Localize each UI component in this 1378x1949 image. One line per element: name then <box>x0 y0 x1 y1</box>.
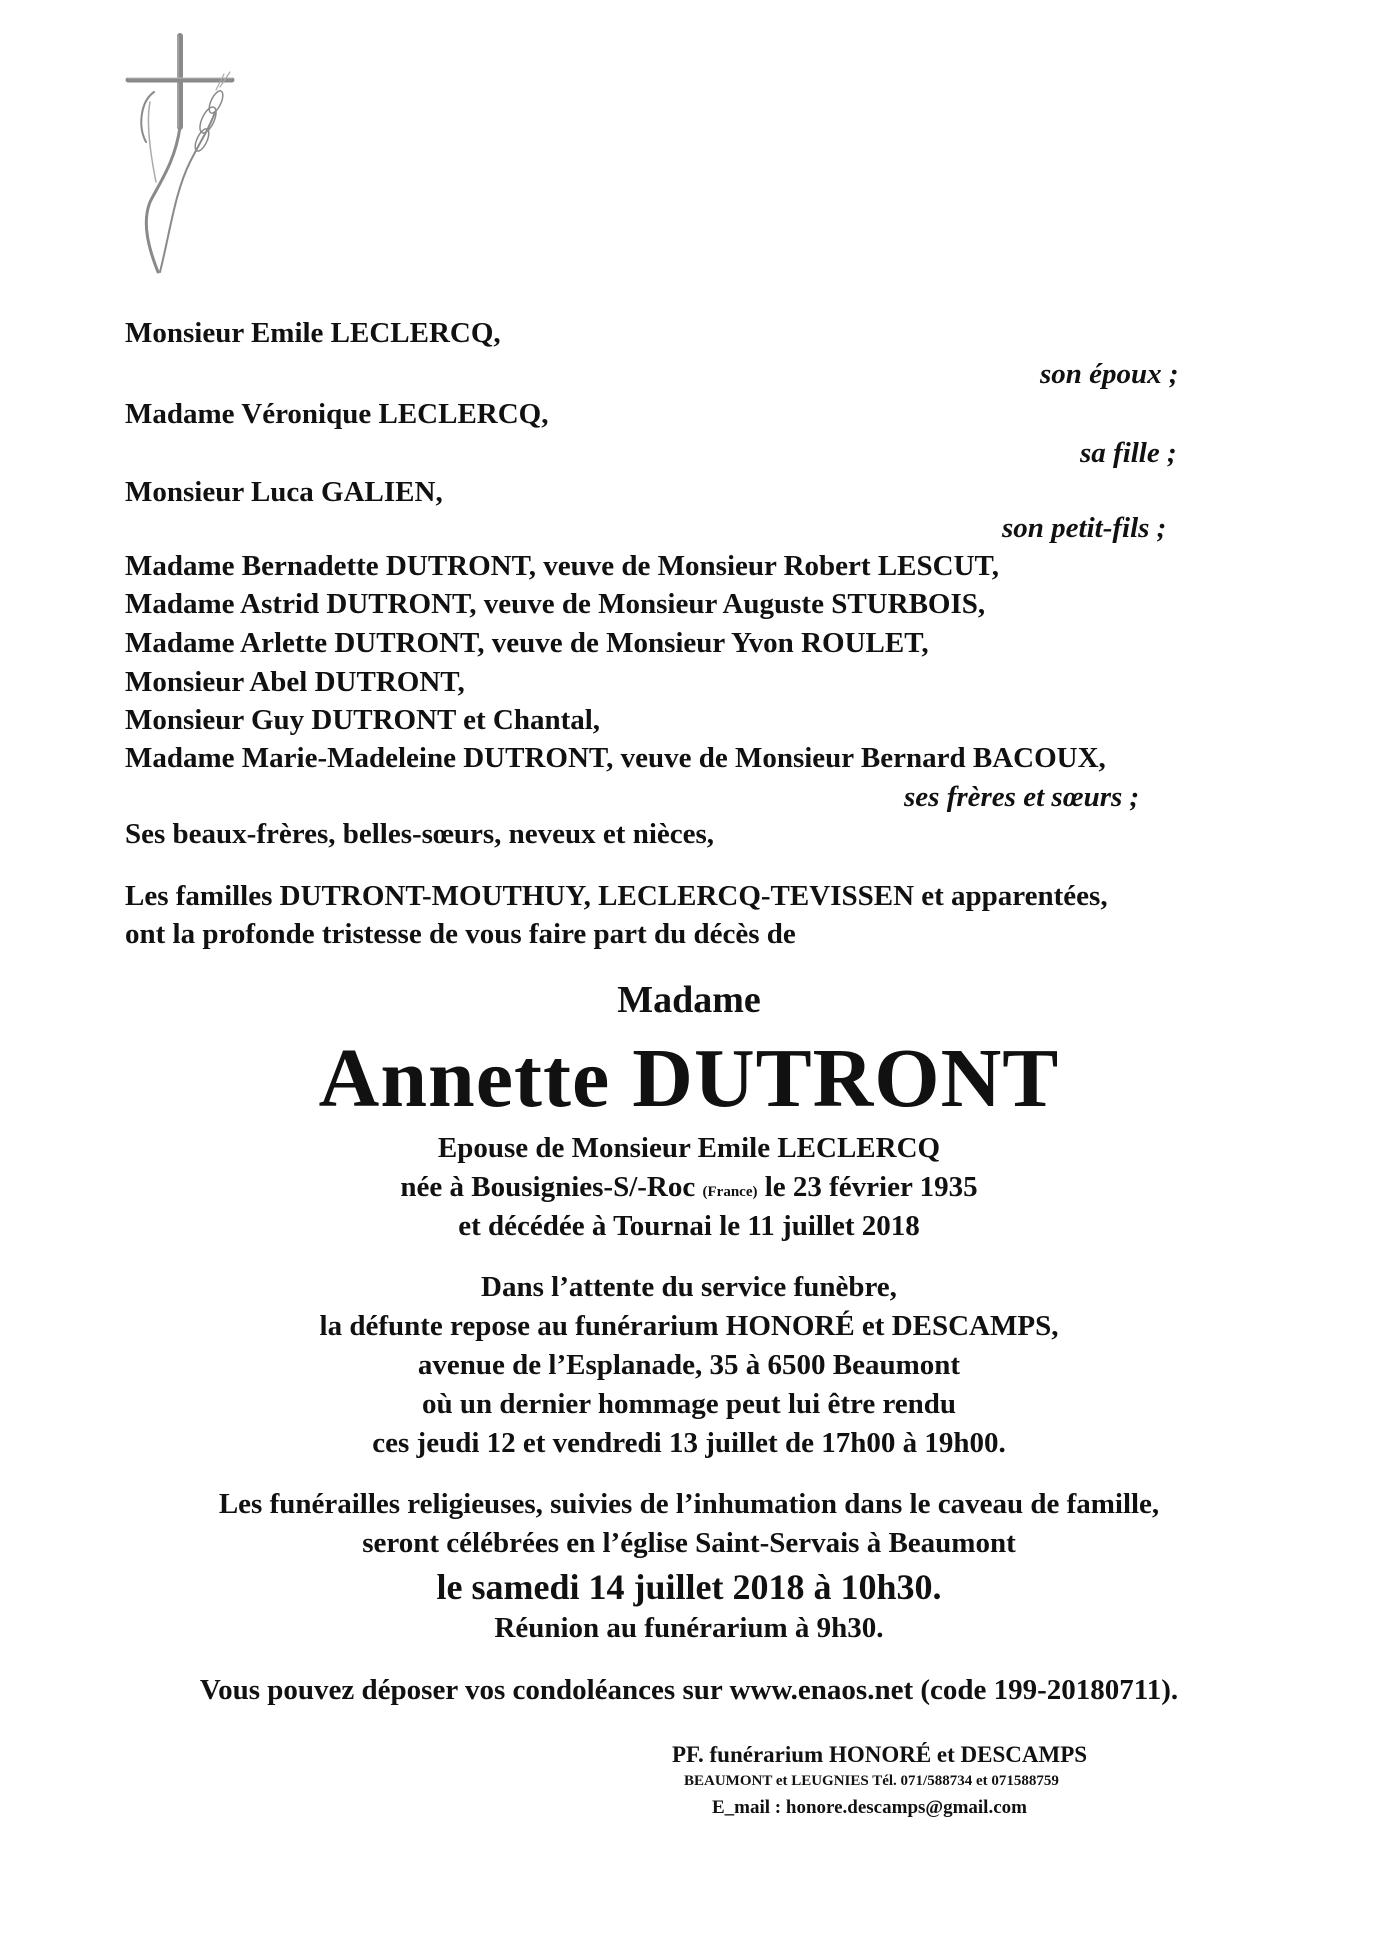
relation-label: son petit-fils ; <box>1002 512 1167 544</box>
funeral-date: le samedi 14 juillet 2018 à 10h30. <box>436 1567 942 1607</box>
funeral-line: seront célébrées en l’église Saint-Servais à Beaumont <box>362 1527 1016 1559</box>
relation-label: son époux ; <box>1040 358 1179 390</box>
birth-country: (France) <box>702 1184 758 1200</box>
visitation-line: Dans l’attente du service funèbre, <box>481 1271 897 1303</box>
cross-wheat-icon <box>120 32 240 282</box>
family-line: Monsieur Emile LECLERCQ, <box>125 317 501 349</box>
family-line: Madame Marie-Madeleine DUTRONT, veuve de Monsieur Bernard BACOUX, <box>125 742 1106 774</box>
birth-date: le 23 février 1935 <box>764 1171 978 1203</box>
visitation-line: où un dernier hommage peut lui être rendu <box>421 1388 957 1420</box>
family-line: Madame Bernadette DUTRONT, veuve de Monsieur Robert LESCUT, <box>125 550 999 582</box>
death-line: et décédée à Tournai le 11 juillet 2018 <box>458 1210 920 1242</box>
birth-place: née à Bousignies-S/-Roc <box>400 1171 696 1203</box>
family-line: ont la profonde tristesse de vous faire part du décès de <box>125 918 796 950</box>
birth-line <box>0 1171 1378 1204</box>
family-line: Monsieur Luca GALIEN, <box>125 476 443 508</box>
visitation-line: ces jeudi 12 et vendredi 13 juillet de 17h00 à 19h00. <box>372 1427 1006 1459</box>
spouse-line: Epouse de Monsieur Emile LECLERCQ <box>437 1132 941 1164</box>
condolences-line: Vous pouvez déposer vos condoléances sur www.enaos.net (code 199-20180711). <box>199 1674 1179 1706</box>
family-line: Monsieur Abel DUTRONT, <box>125 666 465 698</box>
family-line: Madame Arlette DUTRONT, veuve de Monsieur Yvon ROULET, <box>125 627 929 659</box>
footer-phones: BEAUMONT et LEUGNIES Tél. 071/588734 et 071588759 <box>684 1773 1059 1789</box>
visitation-line: la défunte repose au funérarium HONORÉ et DESCAMPS, <box>319 1310 1059 1342</box>
relation-label: sa fille ; <box>1080 437 1177 469</box>
deceased-name: Annette DUTRONT <box>318 1032 1060 1125</box>
footer-email: E_mail : honore.descamps@gmail.com <box>712 1797 1027 1818</box>
family-line: Madame Astrid DUTRONT, veuve de Monsieur Auguste STURBOIS, <box>125 588 986 620</box>
visitation-line: avenue de l’Esplanade, 35 à 6500 Beaumont <box>417 1349 961 1381</box>
family-line: Les familles DUTRONT-MOUTHUY, LECLERCQ-TEVISSEN et apparentées, <box>125 880 1108 912</box>
meeting-line: Réunion au funérarium à 9h30. <box>494 1612 884 1644</box>
deceased-title: Madame <box>617 979 761 1021</box>
relation-label: ses frères et sœurs ; <box>904 781 1140 813</box>
funeral-line: Les funérailles religieuses, suivies de l’inhumation dans le caveau de famille, <box>218 1488 1160 1520</box>
footer-company: PF. funérarium HONORÉ et DESCAMPS <box>672 1742 1088 1767</box>
family-line: Madame Véronique LECLERCQ, <box>125 398 549 430</box>
family-line: Monsieur Guy DUTRONT et Chantal, <box>125 704 601 736</box>
family-line: Ses beaux-frères, belles-sœurs, neveux et nièces, <box>125 818 715 850</box>
